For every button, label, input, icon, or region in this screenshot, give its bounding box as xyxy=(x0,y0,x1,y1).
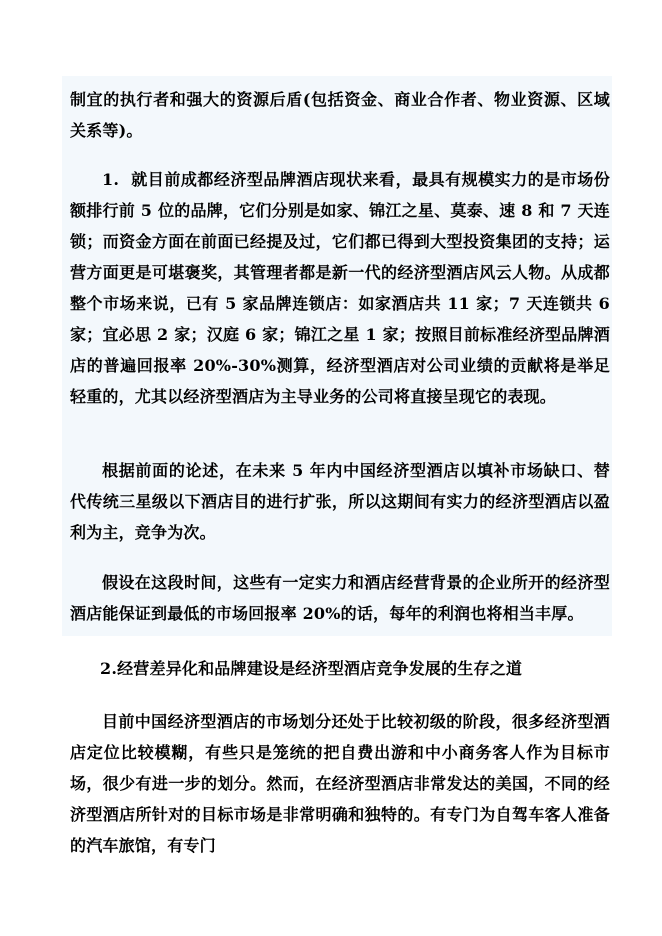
paragraph-resources: 制宜的执行者和强大的资源后盾(包括资金、商业合作者、物业资源、区域关系等)。 xyxy=(70,90,610,140)
paragraph-chengdu-market: 1. 就目前成都经济型品牌酒店现状来看，最具有规模实力的是市场份额排行前 5 位的品牌，它们分别是如家、锦江之星、莫泰、速 8 和 7 天连锁；而资金方面在前面已经提及过，它们都已得到大型投资集团的支持；运营方面更是可堪褒奖，其管理者都是新一代的经济型酒店风云人物。从成都整个市场来说，已有 5 家品牌连锁店：如家酒店共 11 家；7 天连锁共 6 家；宜必思 2 家；汉庭 6 家；锦江之星 1 家；按照目前标准经济型品牌酒店的普遍回报率 20%-30%测算，经济型酒店对公司业绩的贡献将是举足轻重的，尤其以经济型酒店为主导业务的公司将直接呈现它的表现。 xyxy=(70,170,610,406)
paragraph-profit-assumption: 假设在这段时间，这些有一定实力和酒店经营背景的企业所开的经济型酒店能保证到最低的市场回报率 20%的话，每年的利润也将相当丰厚。 xyxy=(70,573,610,623)
section-heading-differentiation: 2.经营差异化和品牌建设是经济型酒店竞争发展的生存之道 xyxy=(100,659,523,678)
paragraph-expansion: 根据前面的论述，在未来 5 年内中国经济型酒店以填补市场缺口、替代传统三星级以下酒店目的进行扩张，所以这期间有实力的经济型酒店以盈利为主，竞争为次。 xyxy=(70,461,610,542)
paragraph-market-segmentation: 目前中国经济型酒店的市场划分还处于比较初级的阶段，很多经济型酒店定位比较模糊，有些只是笼统的把自费出游和中小商务客人作为目标市场，很少有进一步的划分。然而，在经济型酒店非常发达的美国，不同的经济型酒店所针对的目标市场是非常明确和独特的。有专门为自驾车客人准备的汽车旅馆，有专门 xyxy=(70,712,610,855)
